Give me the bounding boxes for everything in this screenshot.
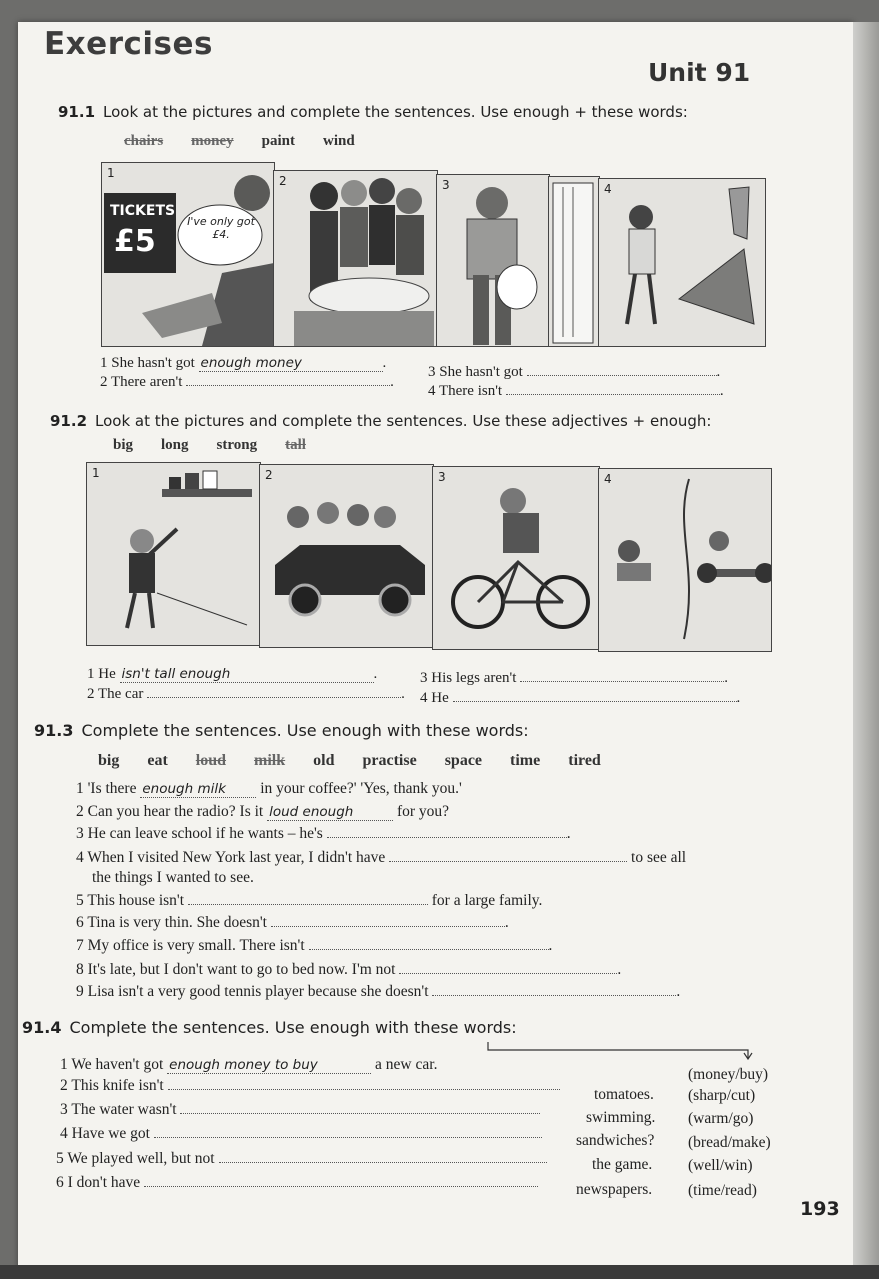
ex2-s1-answer-field[interactable]: isn't tall enough: [120, 666, 374, 683]
ex2-s2-before: The car: [97, 686, 144, 702]
ex3-s5-after: for a large family.: [431, 892, 543, 909]
ex1-s3-after: .: [716, 364, 721, 380]
ex1-s2-answer-field[interactable]: [186, 385, 390, 386]
ex4-s3-after: swimming.: [586, 1109, 656, 1126]
ex4-s2-after: tomatoes.: [594, 1086, 654, 1103]
ex3-sentence-8: [76, 961, 621, 979]
ticket-price-text: £5: [114, 224, 156, 259]
ex4-s4-num: 4: [60, 1125, 68, 1142]
ex2-pic-label-3: 3: [438, 470, 446, 484]
ex3-word-time: time: [510, 752, 541, 769]
ex2-s1-before: He: [98, 666, 116, 682]
ex3-s6-num: 6: [76, 914, 84, 931]
ex3-s9-after: .: [676, 983, 681, 1000]
ex3-s1-before: 'Is there: [87, 780, 137, 797]
ex2-s2-answer-field[interactable]: [147, 697, 401, 698]
book-bottom-edge: [0, 1265, 879, 1279]
ex1-word-paint: paint: [261, 133, 296, 149]
ex2-s3-after: .: [724, 670, 728, 686]
boy-with-kite-illustration: [599, 179, 765, 346]
ex3-s9-before: Lisa isn't a very good tennis player because she doesn't: [87, 983, 429, 1000]
ex1-s4-num: 4: [428, 383, 436, 399]
ex1-number: 91.1: [58, 103, 96, 121]
ex4-s5-num: 5: [56, 1150, 64, 1167]
ex3-s1-answer-field[interactable]: enough milk: [140, 781, 256, 798]
ex3-s9-num: 9: [76, 983, 84, 1000]
ex4-s1-after: a new car.: [375, 1056, 438, 1073]
ex3-s4-num: 4: [76, 849, 84, 866]
ex3-word-big: big: [98, 752, 120, 769]
ex1-word-chairs: chairs: [124, 133, 164, 149]
ex3-s7-answer-field[interactable]: [309, 949, 549, 950]
ex2-s4-num: 4: [420, 690, 428, 706]
ex4-number: 91.4: [22, 1018, 62, 1037]
ex1-s1-after: .: [382, 355, 387, 371]
ex2-pic-label-4: 4: [604, 472, 612, 486]
ex2-heading: [50, 412, 711, 430]
ex1-picture-3: [436, 174, 550, 347]
ex4-sentence-3: [60, 1101, 540, 1119]
ex4-s6-num: 6: [56, 1174, 64, 1191]
ex4-hint-6: (time/read): [688, 1182, 757, 1199]
ex1-s3-before: She hasn't got: [439, 364, 523, 380]
ex1-instruction: Look at the pictures and complete the sentences. Use enough + these words:: [103, 103, 688, 121]
crowd-around-table-illustration: [274, 171, 437, 346]
ex3-word-milk: milk: [254, 752, 286, 769]
ex2-picture-1: [86, 462, 261, 646]
ex3-s8-after: .: [617, 961, 622, 978]
ex3-sentence-3: [76, 825, 571, 843]
ex1-sentence-1: [100, 355, 386, 372]
ex3-s6-answer-field[interactable]: [271, 926, 505, 927]
ex4-s5-answer-field[interactable]: [219, 1162, 547, 1163]
ex3-s8-num: 8: [76, 961, 84, 978]
ex3-s3-after: .: [566, 825, 571, 842]
ex3-s4-after: to see all: [631, 849, 687, 866]
ex2-picture-3: [432, 466, 600, 650]
ex2-s2-after: .: [401, 686, 405, 702]
ex2-s3-before: His legs aren't: [431, 670, 517, 686]
ex4-s6-after: newspapers.: [576, 1181, 653, 1198]
ex1-s2-after: .: [390, 374, 394, 390]
ex3-word-space: space: [444, 752, 483, 769]
ex3-s2-num: 2: [76, 803, 84, 820]
ex1-s4-after: .: [719, 383, 724, 399]
ex2-s4-after: .: [736, 690, 741, 706]
ex3-s4-before: When I visited New York last year, I didn't have: [87, 849, 386, 866]
ex1-pic-label-1: 1: [107, 166, 115, 180]
ex1-s3-num: 3: [428, 364, 436, 380]
ex3-s2-answer-field[interactable]: loud enough: [267, 804, 393, 821]
unit-title: Unit 91: [648, 58, 751, 87]
ex3-s3-answer-field[interactable]: [327, 837, 567, 838]
ex4-s4-answer-field[interactable]: [154, 1137, 542, 1138]
ex4-s6-answer-field[interactable]: [144, 1186, 538, 1187]
ex3-s8-answer-field[interactable]: [399, 973, 617, 974]
ex4-s5-after: the game.: [592, 1156, 653, 1173]
ex4-s4-before: Have we got: [71, 1125, 150, 1142]
ex3-sentence-4: [76, 849, 686, 867]
ex3-word-list: [98, 752, 601, 770]
ex4-sentence-6: [56, 1174, 538, 1192]
ex2-s1-after: .: [373, 666, 378, 682]
ex1-sentence-2: [100, 374, 394, 391]
ex3-word-loud: loud: [195, 752, 227, 769]
ex3-s5-num: 5: [76, 892, 84, 909]
woman-painting-illustration: [437, 175, 549, 346]
ex3-s7-num: 7: [76, 937, 84, 954]
ex2-sentence-3: [420, 670, 728, 687]
ex2-s2-num: 2: [87, 686, 95, 702]
ex1-s2-num: 2: [100, 374, 108, 390]
man-on-bicycle-illustration: [433, 467, 599, 649]
ex1-heading: [58, 103, 688, 121]
ex2-s3-num: 3: [420, 670, 428, 686]
ex2-picture-2: [259, 464, 434, 648]
ex2-sentence-4: [420, 690, 740, 707]
ex3-number: 91.3: [34, 721, 74, 740]
ex1-word-money: money: [191, 133, 234, 149]
ex1-picture-1: [101, 162, 275, 347]
ex4-s2-before: This knife isn't: [71, 1077, 164, 1094]
ex2-s1-num: 1: [87, 666, 95, 682]
ex1-picture-2: [273, 170, 438, 347]
ex4-s1-answer-field[interactable]: enough money to buy: [167, 1057, 371, 1074]
ex4-hint-4: (bread/make): [688, 1134, 771, 1151]
ex2-s4-answer-field[interactable]: [453, 701, 737, 702]
ex1-s1-answer-field[interactable]: enough money: [199, 355, 383, 372]
ex2-sentence-2: [87, 686, 405, 703]
ex4-s1-before: We haven't got: [71, 1056, 164, 1073]
ex3-word-tired: tired: [568, 752, 601, 769]
ex1-picture-4: [598, 178, 766, 347]
ex3-s5-answer-field[interactable]: [188, 904, 428, 905]
ex3-s6-before: Tina is very thin. She doesn't: [87, 914, 267, 931]
ex1-word-wind: wind: [323, 133, 355, 149]
ex3-s3-num: 3: [76, 825, 84, 842]
ex2-word-tall: tall: [285, 437, 306, 453]
ex3-sentence-5: [76, 892, 542, 910]
ex1-s3-answer-field[interactable]: [527, 375, 717, 376]
ex1-s4-before: There isn't: [438, 383, 503, 399]
ex3-word-practise: practise: [362, 752, 417, 769]
ex3-heading: [34, 721, 529, 740]
ex3-s5-before: This house isn't: [87, 892, 185, 909]
ex1-sentence-4: [428, 383, 724, 400]
boy-reaching-shelf-illustration: [87, 463, 260, 645]
ex3-s6-after: .: [504, 914, 509, 931]
ex2-sentence-1: [87, 666, 377, 683]
ex4-s5-before: We played well, but not: [67, 1150, 215, 1167]
ex4-s6-before: I don't have: [67, 1174, 141, 1191]
ex3-sentence-1: [76, 780, 462, 798]
ex4-heading: [22, 1018, 517, 1037]
weightlifter-illustration: [599, 469, 771, 651]
ex3-word-eat: eat: [147, 752, 168, 769]
ex2-s3-answer-field[interactable]: [520, 681, 724, 682]
door-illustration: [549, 177, 599, 346]
ex3-s8-before: It's late, but I don't want to go to bed now. I'm not: [87, 961, 396, 978]
ex4-hint-5: (well/win): [688, 1157, 753, 1174]
ex2-word-list: [113, 437, 334, 454]
ex4-sentence-4: [60, 1125, 542, 1143]
ex1-s1-before: She hasn't got: [111, 355, 195, 371]
ex4-instruction: Complete the sentences. Use enough with these words:: [69, 1018, 517, 1037]
ex3-s3-before: He can leave school if he wants – he's: [87, 825, 323, 842]
ex4-s2-answer-field[interactable]: [168, 1089, 560, 1090]
arrow-to-hints: [486, 1040, 756, 1060]
ex1-word-list: [124, 133, 383, 150]
ex3-s1-after: in your coffee?' 'Yes, thank you.': [260, 780, 462, 797]
ex3-s1-num: 1: [76, 780, 84, 797]
ex3-sentence-4-continued: the things I wanted to see.: [92, 869, 254, 886]
ex3-s9-answer-field[interactable]: [432, 995, 676, 996]
page-title: Exercises: [44, 26, 213, 62]
ex4-s3-answer-field[interactable]: [180, 1113, 540, 1114]
ex4-s1-num: 1: [60, 1056, 68, 1073]
ex2-word-big: big: [113, 437, 134, 453]
ex4-s2-num: 2: [60, 1077, 68, 1094]
speech-bubble-text: I've only got £4.: [187, 215, 255, 241]
ex3-s2-after: for you?: [396, 803, 450, 820]
ex4-hint-2: (sharp/cut): [688, 1087, 756, 1104]
ex2-picture-4: [598, 468, 772, 652]
ex2-word-strong: strong: [216, 437, 258, 453]
ex4-sentence-5: [56, 1150, 547, 1168]
ex3-sentence-9: [76, 983, 680, 1001]
ex2-number: 91.2: [50, 412, 88, 430]
ex3-sentence-7: [76, 937, 552, 955]
ex2-pic-label-1: 1: [92, 466, 100, 480]
ex4-s4-after: sandwiches?: [576, 1132, 655, 1149]
ex2-pic-label-2: 2: [265, 468, 273, 482]
page-edge: [853, 22, 879, 1272]
crowded-car-illustration: [260, 465, 433, 647]
ex4-sentence-2: [60, 1077, 560, 1095]
ex3-sentence-6: [76, 914, 509, 932]
ex4-sentence-1: [60, 1056, 437, 1074]
ex1-pic-label-2: 2: [279, 174, 287, 188]
ex2-instruction: Look at the pictures and complete the sentences. Use these adjectives + enough:: [95, 412, 712, 430]
ex3-s4-answer-field[interactable]: [389, 861, 627, 862]
ex4-s3-before: The water wasn't: [71, 1101, 177, 1118]
ex1-s4-answer-field[interactable]: [506, 394, 720, 395]
ex2-word-long: long: [161, 437, 189, 453]
ex2-s4-before: He: [431, 690, 449, 706]
ex4-hint-3: (warm/go): [688, 1110, 754, 1127]
ex4-s3-num: 3: [60, 1101, 68, 1118]
ex1-s1-num: 1: [100, 355, 108, 371]
ticket-sign-text: TICKETS: [110, 203, 176, 219]
ex1-sentence-3: [428, 364, 720, 381]
ticket-booth-illustration: [102, 163, 274, 346]
ex3-instruction: Complete the sentences. Use enough with these words:: [81, 721, 529, 740]
ex3-sentence-2: [76, 803, 449, 821]
page-number: 193: [800, 1198, 840, 1220]
ex4-hint-1: (money/buy): [688, 1066, 769, 1083]
ex3-word-old: old: [313, 752, 335, 769]
ex1-s2-before: There aren't: [110, 374, 183, 390]
ex3-s7-before: My office is very small. There isn't: [87, 937, 305, 954]
ex1-picture-door: [548, 176, 600, 347]
ex1-pic-label-4: 4: [604, 182, 612, 196]
ex1-pic-label-3: 3: [442, 178, 450, 192]
ex3-s2-before: Can you hear the radio? Is it: [87, 803, 264, 820]
ex3-s7-after: .: [548, 937, 553, 954]
